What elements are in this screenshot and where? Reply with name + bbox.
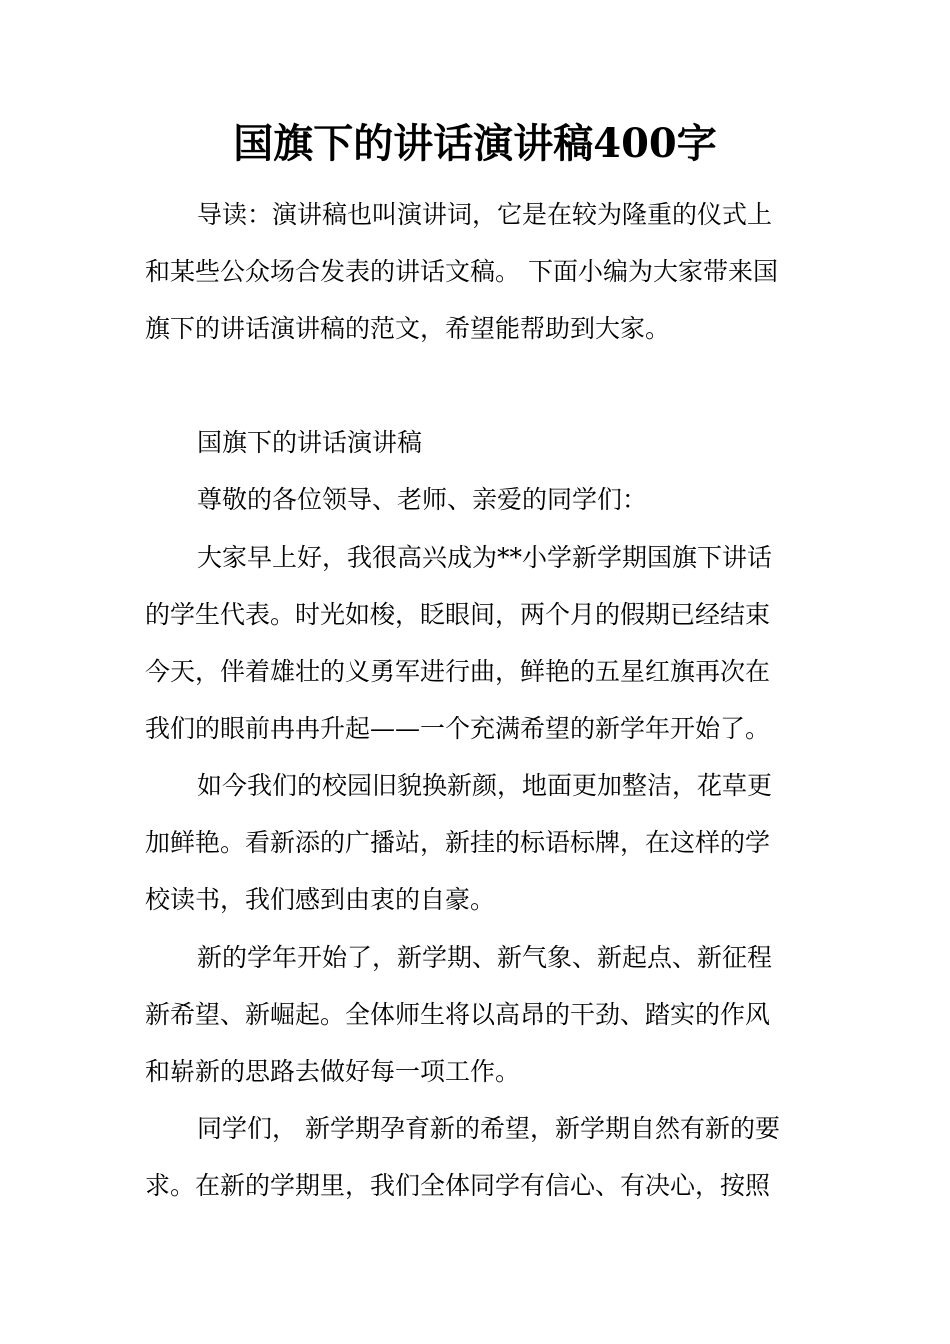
intro-line-2: 和某些公众场合发表的讲话文稿。 下面小编为大家带来国	[145, 257, 778, 286]
paragraph-line: 如今我们的校园旧貌换新颜，地面更加整洁，花草更	[197, 771, 773, 800]
paragraph-line: 求。在新的学期里，我们全体同学有信心、有决心，按照	[145, 1171, 771, 1200]
document-title: 国旗下的讲话演讲稿400字	[233, 120, 717, 167]
paragraph-line: 的学生代表。时光如梭，眨眼间，两个月的假期已经结束	[145, 600, 771, 629]
paragraph-line: 校读书，我们感到由衷的自豪。	[145, 885, 496, 914]
salutation: 尊敬的各位领导、老师、亲爱的同学们：	[197, 485, 648, 514]
paragraph-line: 和崭新的思路去做好每一项工作。	[145, 1057, 521, 1086]
paragraph-line: 今天，伴着雄壮的义勇军进行曲，鲜艳的五星红旗再次在	[145, 657, 771, 686]
paragraph-line: 大家早上好，我很高兴成为**小学新学期国旗下讲话	[197, 543, 773, 572]
paragraph-line: 我们的眼前冉冉升起——一个充满希望的新学年开始了。	[145, 714, 771, 743]
intro-line-3: 旗下的讲话演讲稿的范文，希望能帮助到大家。	[145, 314, 671, 343]
paragraph-line: 新的学年开始了，新学期、新气象、新起点、新征程	[197, 943, 773, 972]
paragraph-line: 新希望、新崛起。全体师生将以高昂的干劲、踏实的作风	[145, 1000, 771, 1029]
section-heading: 国旗下的讲话演讲稿	[197, 428, 423, 457]
paragraph-line: 加鲜艳。看新添的广播站，新挂的标语标牌，在这样的学	[145, 828, 771, 857]
paragraph-line: 同学们， 新学期孕育新的希望，新学期自然有新的要	[197, 1114, 780, 1143]
intro-line-1: 导读：演讲稿也叫演讲词，它是在较为隆重的仪式上	[197, 200, 773, 229]
